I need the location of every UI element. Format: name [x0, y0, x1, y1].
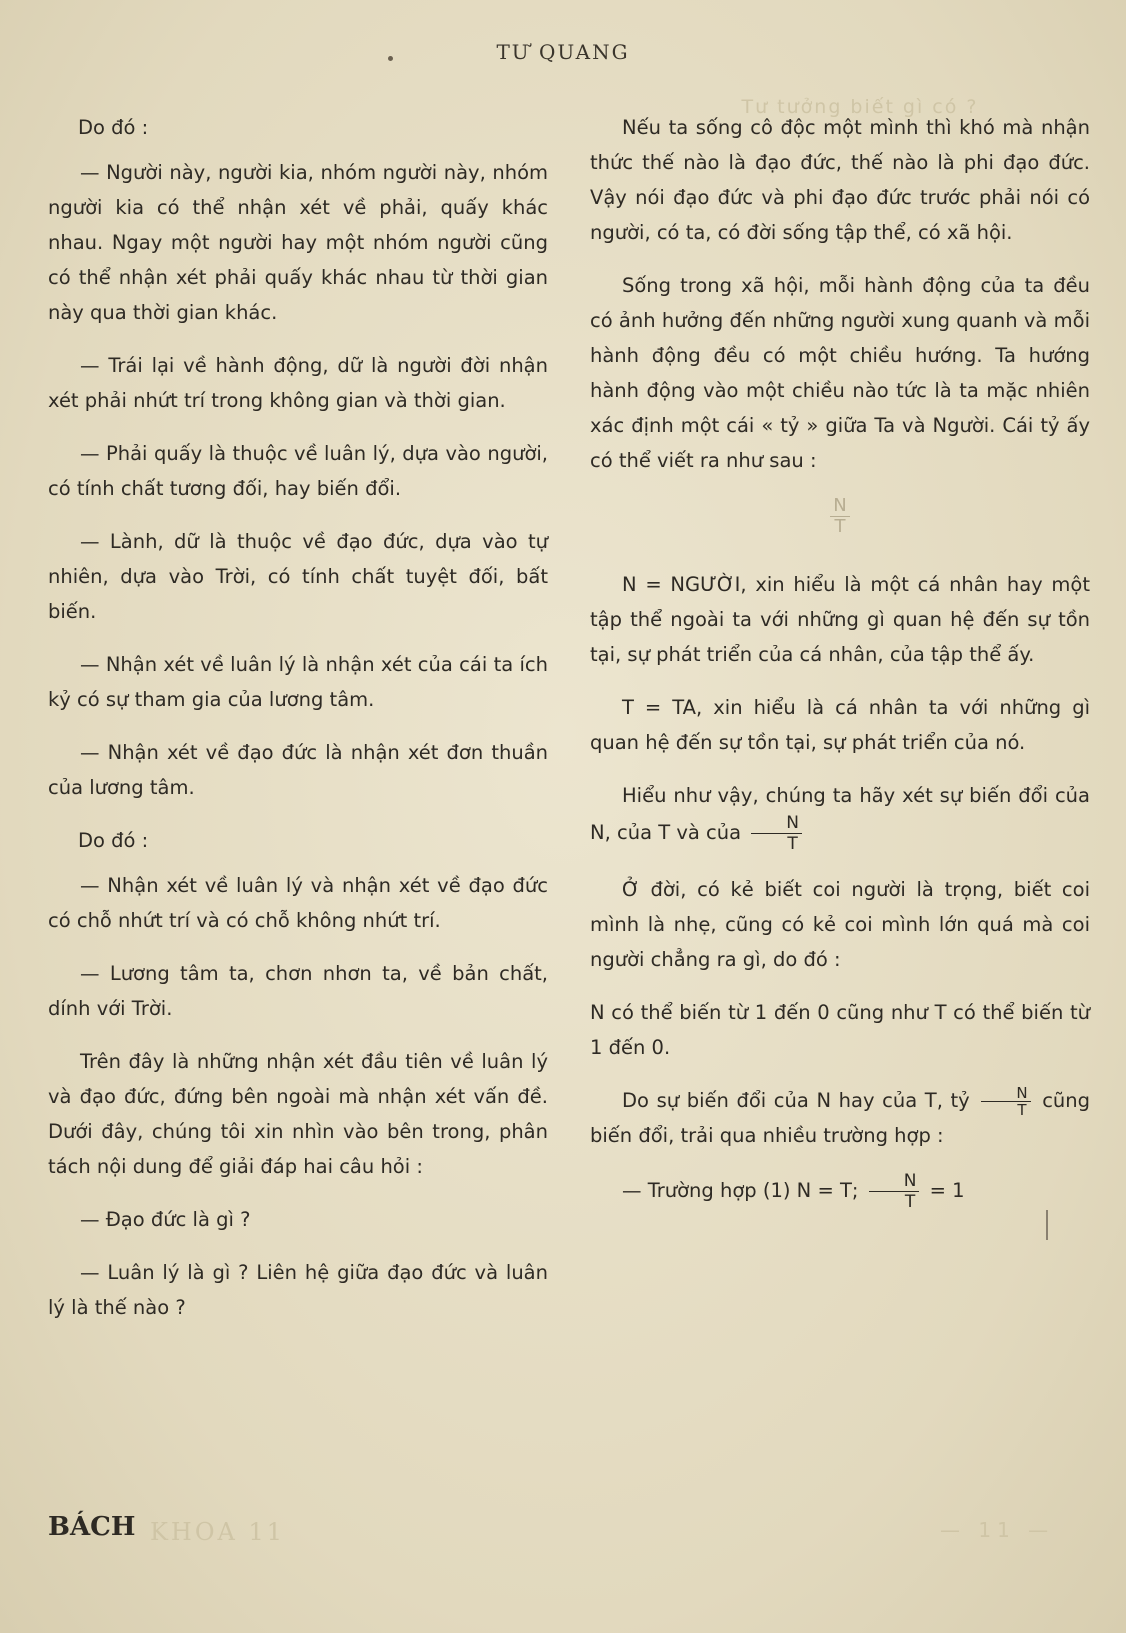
left-paragraph-2: — Người này, người kia, nhóm người này, nhóm người kia có thể nhận xét về phải, quấy khác nhau. Ngay một người hay một nhóm người cũng có thể nhận xét phải quấy khác nhau từ thời gian này qua thời gian khác. — [48, 161, 548, 324]
inline-frac-den-2: T — [1017, 1101, 1027, 1119]
right-paragraph-3: N = NGƯỜI, xin hiểu là một cá nhân hay một tập thể ngoài ta với những gì quan hệ đến sự tồn tại, sự phát triển của cá nhân, của tập thể ấy. — [590, 573, 1090, 666]
page-number-faint: — 11 — — [940, 1518, 1055, 1542]
paragraph-9-text: — Trường hợp (1) N = T; — [622, 1179, 859, 1202]
right-paragraph-6: Ở đời, có kẻ biết coi người là trọng, biết coi mình là nhẹ, cũng có kẻ coi mình lớn quá mà coi người chẳng ra gì, do đó : — [590, 878, 1090, 971]
running-head: TƯ QUANG — [496, 40, 630, 64]
margin-mark — [1046, 1210, 1048, 1240]
inline-frac-den-3: T — [904, 1192, 916, 1212]
right-paragraph-5 — [590, 778, 1090, 854]
left-paragraph-10: — Lương tâm ta, chơn nhơn ta, về bản chất, dính với Trời. — [48, 962, 548, 1020]
ratio-formula — [590, 496, 1090, 537]
left-paragraph-12: — Đạo đức là gì ? — [80, 1208, 251, 1231]
paragraph-8-text-b: cũng biến đổi, trải qua nhiều trường hợp : — [590, 1089, 1091, 1147]
left-paragraph-5: — Lành, dữ là thuộc về đạo đức, dựa vào tự nhiên, dựa vào Trời, có tính chất tuyệt đối, bất biến. — [48, 530, 548, 623]
right-paragraph-1: Nếu ta sống cô độc một mình thì khó mà nhận thức thế nào là đạo đức, thế nào là phi đạo đức. Vậy nói đạo đức và phi đạo đức trước phải nói có người, có ta, có đời sống tập thể, có xã hội. — [590, 116, 1090, 244]
right-paragraph-7: N có thể biến từ 1 đến 0 cũng như T có thể biến từ 1 đến 0. — [590, 1001, 1090, 1059]
ratio-denominator: T — [834, 516, 846, 537]
left-paragraph-9: — Nhận xét về luân lý và nhận xét về đạo đức có chỗ nhứt trí và có chỗ không nhứt trí. — [48, 874, 548, 932]
left-paragraph-7: — Nhận xét về đạo đức là nhận xét đơn thuần của lương tâm. — [48, 741, 548, 799]
left-paragraph-3: — Trái lại về hành động, dữ là người đời nhận xét phải nhứt trí trong không gian và thời gian. — [48, 354, 548, 412]
left-paragraph-6: — Nhận xét về luân lý là nhận xét của cái ta ích kỷ có sự tham gia của lương tâm. — [48, 653, 548, 711]
left-paragraph-11: Trên đây là những nhận xét đầu tiên về luân lý và đạo đức, đứng bên ngoài mà nhận xét vấn đề. Dưới đây, chúng tôi xin nhìn vào bên trong, phân tách nội dung để giải đáp hai câu hỏi : — [48, 1050, 548, 1178]
inline-frac-den: T — [787, 834, 798, 854]
magazine-issue-faint: KHOA 11 — [150, 1518, 286, 1546]
ratio-numerator: N — [830, 496, 849, 517]
paragraph-8-text-a: Do sự biến đổi của N hay của T, tỷ — [622, 1089, 970, 1112]
right-paragraph-9 — [590, 1171, 1090, 1212]
left-paragraph-1: Do đó : — [78, 116, 149, 139]
right-paragraph-2: Sống trong xã hội, mỗi hành động của ta đều có ảnh hưởng đến những người xung quanh và mỗi hành động đều có một chiều hướng. Ta hướng hành động vào một chiều nào tức là ta mặc nhiên xác định một cái « tỷ » giữa Ta và Người. Cái tỷ ấy có thể viết ra như sau : — [590, 274, 1090, 472]
right-column — [590, 110, 1090, 1230]
magazine-name: BÁCH — [48, 1512, 136, 1542]
paragraph-5-text: Hiểu như vậy, chúng ta hãy xét sự biến đổi của N, của T và của — [590, 784, 1090, 844]
inline-frac-num-2: N — [981, 1085, 1030, 1102]
left-column — [48, 110, 548, 1343]
right-paragraph-8 — [590, 1083, 1090, 1153]
left-paragraph-8: Do đó : — [78, 829, 149, 852]
right-paragraph-4: T = TA, xin hiểu là cá nhân ta với những gì quan hệ đến sự tồn tại, sự phát triển của nó. — [590, 696, 1090, 754]
left-paragraph-4: — Phải quấy là thuộc về luân lý, dựa vào người, có tính chất tương đối, hay biến đổi. — [48, 442, 548, 500]
inline-frac-num-3: N — [869, 1171, 920, 1192]
left-paragraph-13: — Luân lý là gì ? Liên hệ giữa đạo đức và luân lý là thế nào ? — [48, 1261, 548, 1319]
section-title-faint: Tư tưởng biết gì có ? — [741, 96, 979, 118]
inline-frac-num: N — [751, 813, 802, 834]
paragraph-9-end: = 1 — [929, 1179, 965, 1202]
